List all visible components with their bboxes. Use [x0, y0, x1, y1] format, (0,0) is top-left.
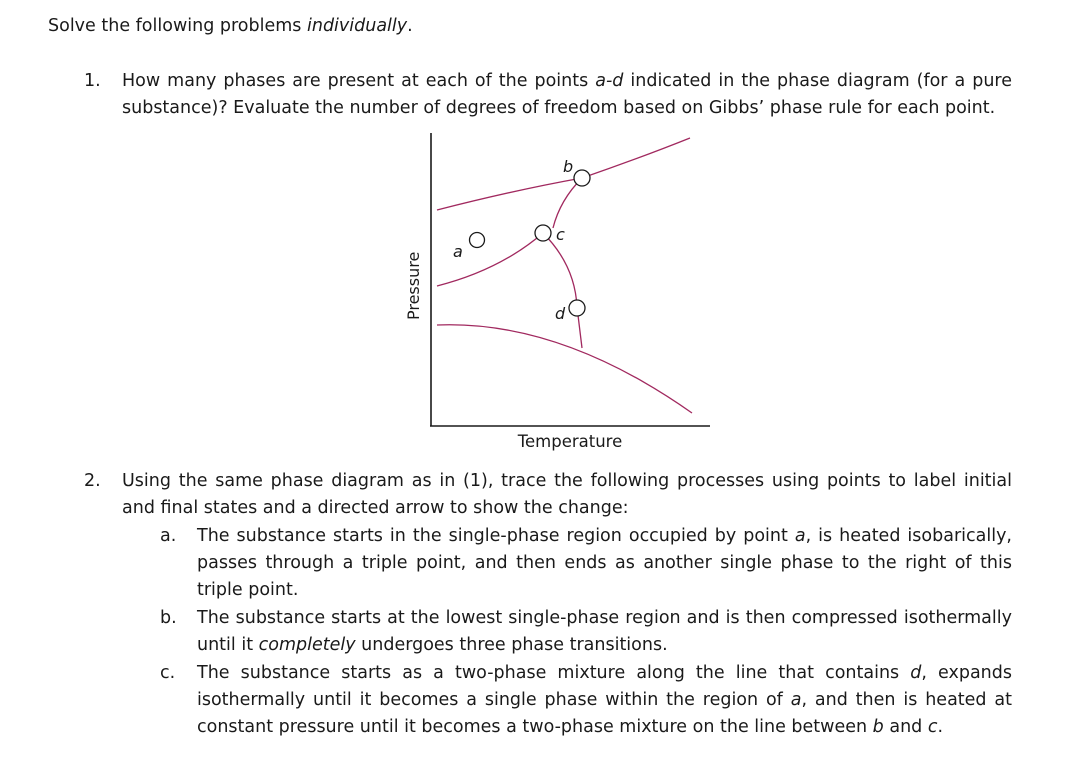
point-d-marker	[569, 300, 585, 316]
q1-line2: substance)? Evaluate the number of degrees of freedom based on Gibbs’ phase rule for each point.	[122, 98, 996, 118]
q2c-line2-emphasis: a	[790, 690, 802, 710]
q2-number: 2.	[84, 471, 101, 491]
q2c-line2	[197, 687, 1012, 714]
q2c-line2-part: , and then is heated at	[801, 690, 1012, 710]
boundary-c-to-d	[543, 233, 582, 348]
q1-line1-emphasis: a-d	[595, 71, 624, 91]
point-b-marker	[574, 170, 590, 186]
point-a-marker	[470, 233, 485, 248]
q2c-line1-part: The substance starts as a two-phase mixture along the line that contains	[197, 663, 911, 683]
q2b-line1: The substance starts at the lowest single-phase region and is then compressed isothermally	[197, 608, 1012, 628]
boundary-lower	[437, 325, 692, 413]
q2c-marker: c.	[160, 663, 176, 683]
q2c-line3-emphasis-c: c	[927, 717, 938, 737]
q2b-marker: b.	[160, 608, 177, 628]
intro-before: Solve the following problems	[48, 16, 307, 36]
point-b-label: b	[563, 157, 574, 176]
q1-number: 1.	[84, 71, 101, 91]
q2c-line3-part: .	[937, 717, 944, 737]
q2a-line3: triple point.	[197, 580, 299, 600]
q2a-line2: passes through a triple point, and then ends as another single phase to the right of this	[197, 553, 1012, 573]
q2c-line3-part: constant pressure until it becomes a two-phase mixture on the line between	[197, 717, 873, 737]
q2a-line1	[197, 523, 1012, 550]
q2c-line3-emphasis-b: b	[872, 717, 884, 737]
q2a-line1-part: The substance starts in the single-phase region occupied by point	[197, 526, 795, 546]
x-axis-label: Temperature	[517, 432, 623, 451]
y-axis-label: Pressure	[404, 251, 423, 320]
q2c-line3	[197, 714, 943, 741]
q2c-line1-part: , expands	[921, 663, 1012, 683]
q2a-line1-emphasis: a	[794, 526, 806, 546]
q2c-line3-part: and	[883, 717, 928, 737]
q2-line2: and final states and a directed arrow to show the change:	[122, 498, 629, 518]
q2c-line1	[197, 660, 1012, 687]
q2b-line2-part: until it	[197, 635, 259, 655]
q2c-line1-emphasis: d	[910, 663, 922, 683]
q2a-marker: a.	[160, 526, 177, 546]
point-a-label: a	[453, 242, 463, 261]
q1-line1-part: How many phases are present at each of the points	[122, 71, 596, 91]
point-c-label: c	[556, 225, 565, 244]
q2b-line2-emphasis: completely	[258, 635, 356, 655]
q2c-line2-part: isothermally until it becomes a single phase within the region of	[197, 690, 791, 710]
intro-emphasis: individually	[306, 16, 408, 36]
boundary-b-to-c	[553, 178, 582, 228]
q2b-line2-part: undergoes three phase transitions.	[355, 635, 668, 655]
point-c-marker	[535, 225, 551, 241]
intro-after: .	[407, 16, 413, 36]
q2a-line1-part: , is heated isobarically,	[805, 526, 1012, 546]
q1-line1-part: indicated in the phase diagram (for a pure	[623, 71, 1012, 91]
point-d-label: d	[555, 304, 566, 323]
q2-line1: Using the same phase diagram as in (1), trace the following processes using points to label initial	[122, 471, 1012, 491]
phase-boundaries	[437, 138, 692, 413]
q2b-line2	[197, 632, 668, 659]
